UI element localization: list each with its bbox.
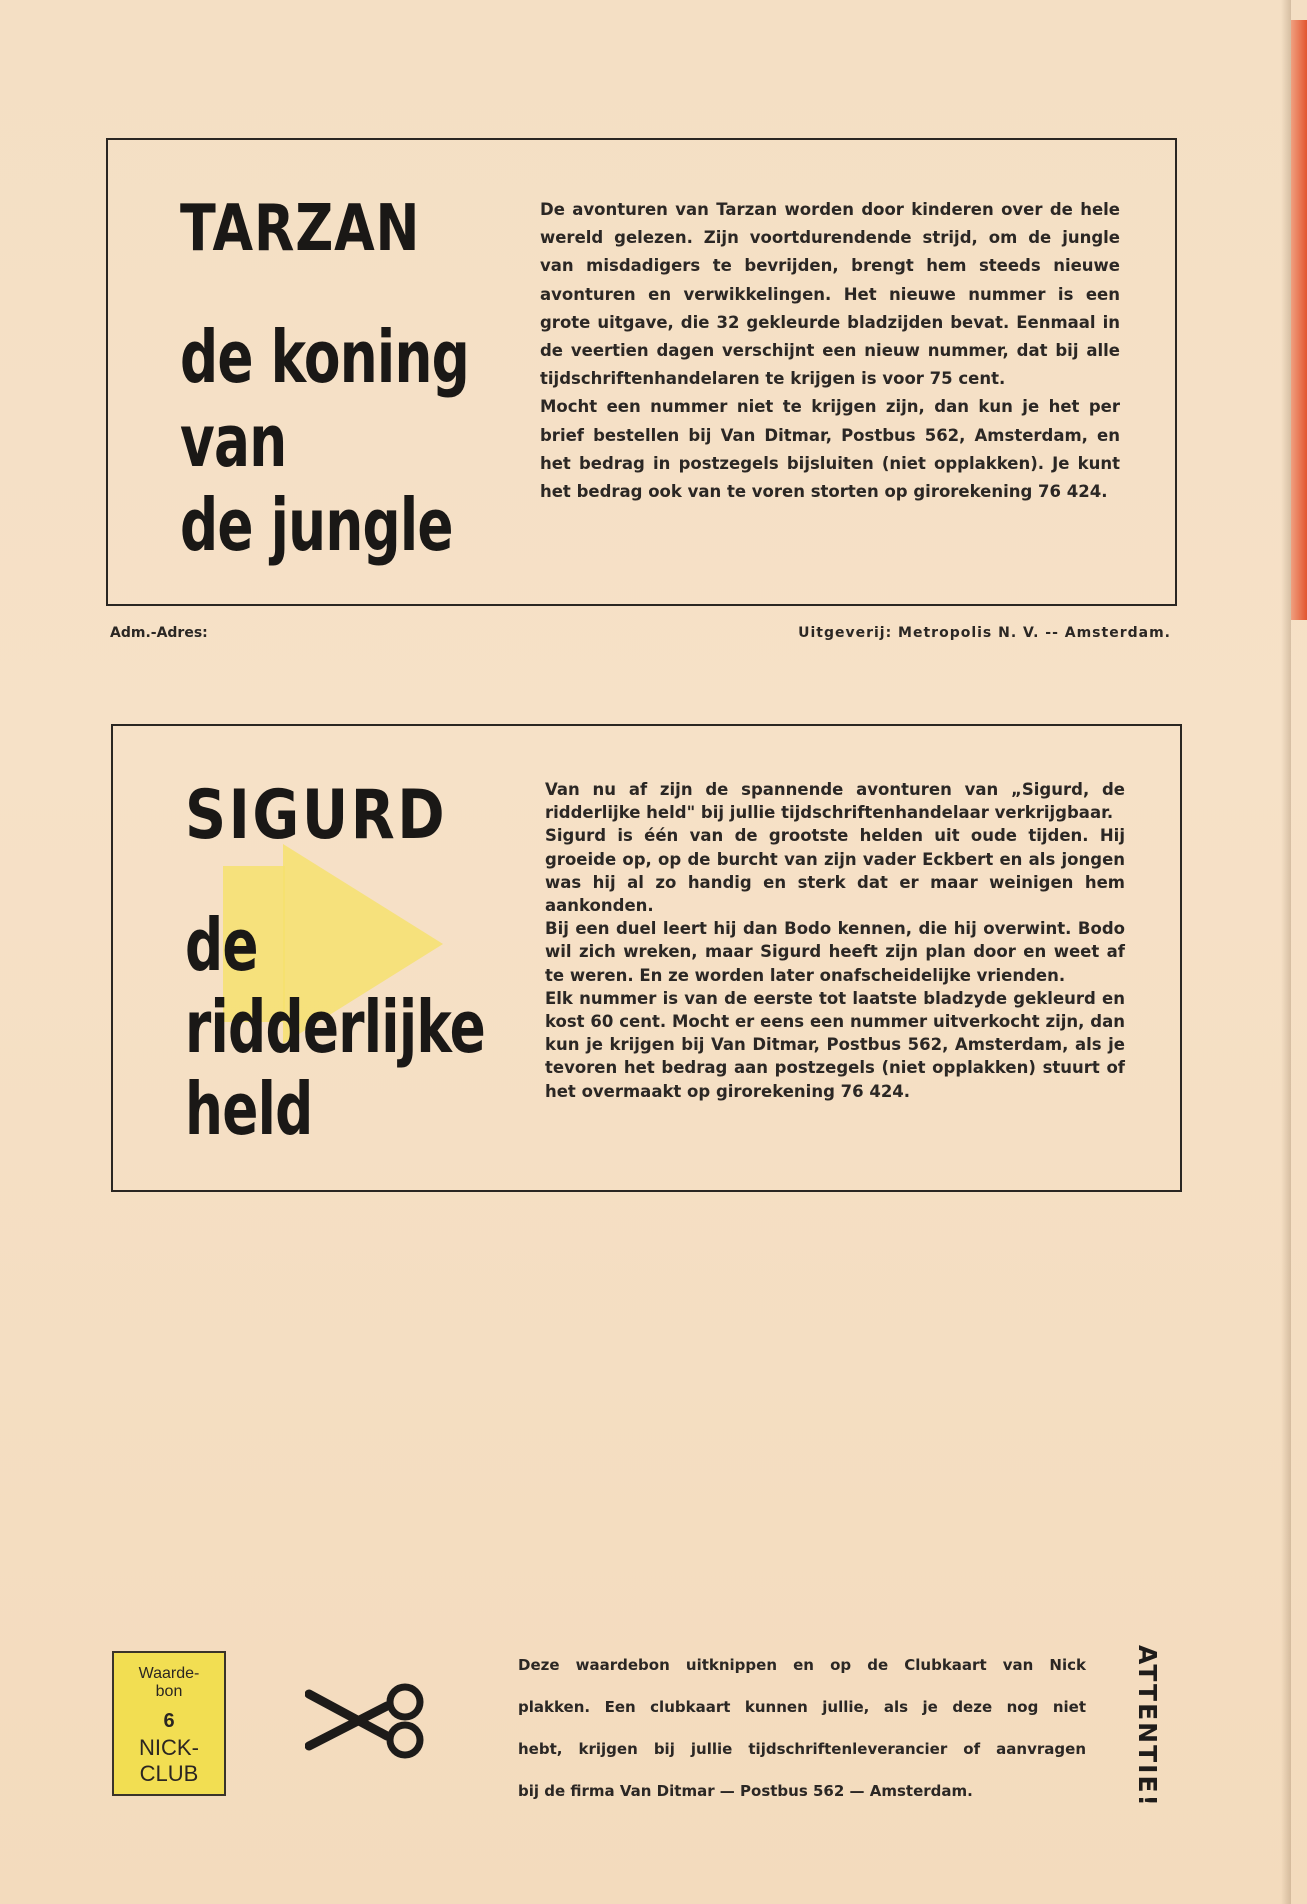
admin-address-label: Adm.-Adres: (110, 625, 208, 641)
instruction-line: Deze waardebon uitknippen en op de Clubkaart van Nick (518, 1656, 1086, 1674)
instruction-line: bij de firma Van Ditmar — Postbus 562 — Amsterdam. (518, 1782, 973, 1800)
nick-club-coupon[interactable] (112, 1651, 226, 1796)
instruction-line: plakken. Een clubkaart kunnen jullie, als je deze nog niet (518, 1698, 1086, 1716)
page-edge-shadow (1281, 0, 1291, 1904)
coupon-number: 6 (163, 1710, 175, 1732)
tarzan-subtitle (180, 315, 469, 567)
coupon-instructions (518, 1644, 1086, 1812)
sigurd-ad-box (111, 724, 1182, 1192)
sigurd-subtitle (185, 904, 485, 1150)
sigurd-paragraph: Sigurd is één van de grootste helden uit oude tijden. Hij groeide op, op de burcht van zijn vader Eckbert en als jongen was hij al zo handig en sterk dat er maar weinigen hem aankonden. (545, 826, 1125, 916)
tarzan-subtitle-line: de koning (180, 315, 470, 399)
sigurd-subtitle-line: de (185, 903, 258, 987)
sigurd-paragraph: Van nu af zijn de spannende avonturen van „Sigurd, de ridderlijke held" bij jullie tijdschriftenhandelaar verkrijgbaar. (545, 780, 1125, 823)
sigurd-description (545, 778, 1125, 1103)
tarzan-subtitle-line: van (180, 399, 287, 483)
tarzan-paragraph: Mocht een nummer niet te krijgen zijn, dan kun je het per brief bestellen bij Van Ditmar, Postbus 562, Amsterdam, en het bedrag in postzegels bijsluiten (niet opplakken). Je kunt het bedrag ook van te voren storten op girorekening 76 424. (540, 397, 1120, 502)
coupon-club-name: CLUB (139, 1761, 199, 1786)
sigurd-paragraph: Bij een duel leert hij dan Bodo kennen, die hij overwint. Bodo wil zich wreken, maar Sigurd heeft zijn plan door en weet af te weren. En ze worden later onafscheidelijke vrienden. (545, 919, 1125, 985)
page-edge-red-strip (1291, 20, 1307, 620)
tarzan-paragraph: De avonturen van Tarzan worden door kinderen over de hele wereld gelezen. Zijn voortdurendende strijd, om de jungle van misdadigers te bevrijden, brengt hem steeds nieuwe avonturen en verwikkelingen. Het nieuwe nummer is een grote uitgave, die 32 gekleurde bladzijden bevat. Eenmaal in de veertien dagen verschijnt een nieuw nummer, dat bij alle tijdschriftenhandelaren te krijgen is voor 75 cent. (540, 200, 1120, 389)
tarzan-subtitle-line: de jungle (180, 483, 453, 567)
scissors-icon (305, 1680, 435, 1760)
tarzan-description (540, 196, 1120, 506)
sigurd-paragraph: Elk nummer is van de eerste tot laatste bladzyde gekleurd en kost 60 cent. Mocht er eens een nummer uitverkocht zijn, dan kun je krijgen bij Van Ditmar, Postbus 562, Amsterdam, als je tevoren het bedrag aan postzegels (niet opplakken) stuurt of het overmaakt op girorekening 76 424. (545, 988, 1125, 1101)
sigurd-subtitle-line: held (185, 1067, 313, 1151)
instruction-line: hebt, krijgen bij jullie tijdschriftenleverancier of aanvragen (518, 1740, 1086, 1758)
coupon-label: bon (155, 1683, 183, 1700)
tarzan-ad-box (106, 138, 1177, 606)
publisher-line: Uitgeverij: Metropolis N. V. -- Amsterdam. (798, 625, 1171, 641)
sigurd-subtitle-line: ridderlijke (185, 985, 486, 1069)
coupon-label: Waarde- (138, 1665, 200, 1682)
sigurd-title: SIGURD (185, 776, 448, 855)
coupon-club-name: NICK- (139, 1735, 199, 1760)
attention-label: ATTENTIE! (1133, 1645, 1162, 1808)
tarzan-title: TARZAN (180, 192, 421, 266)
